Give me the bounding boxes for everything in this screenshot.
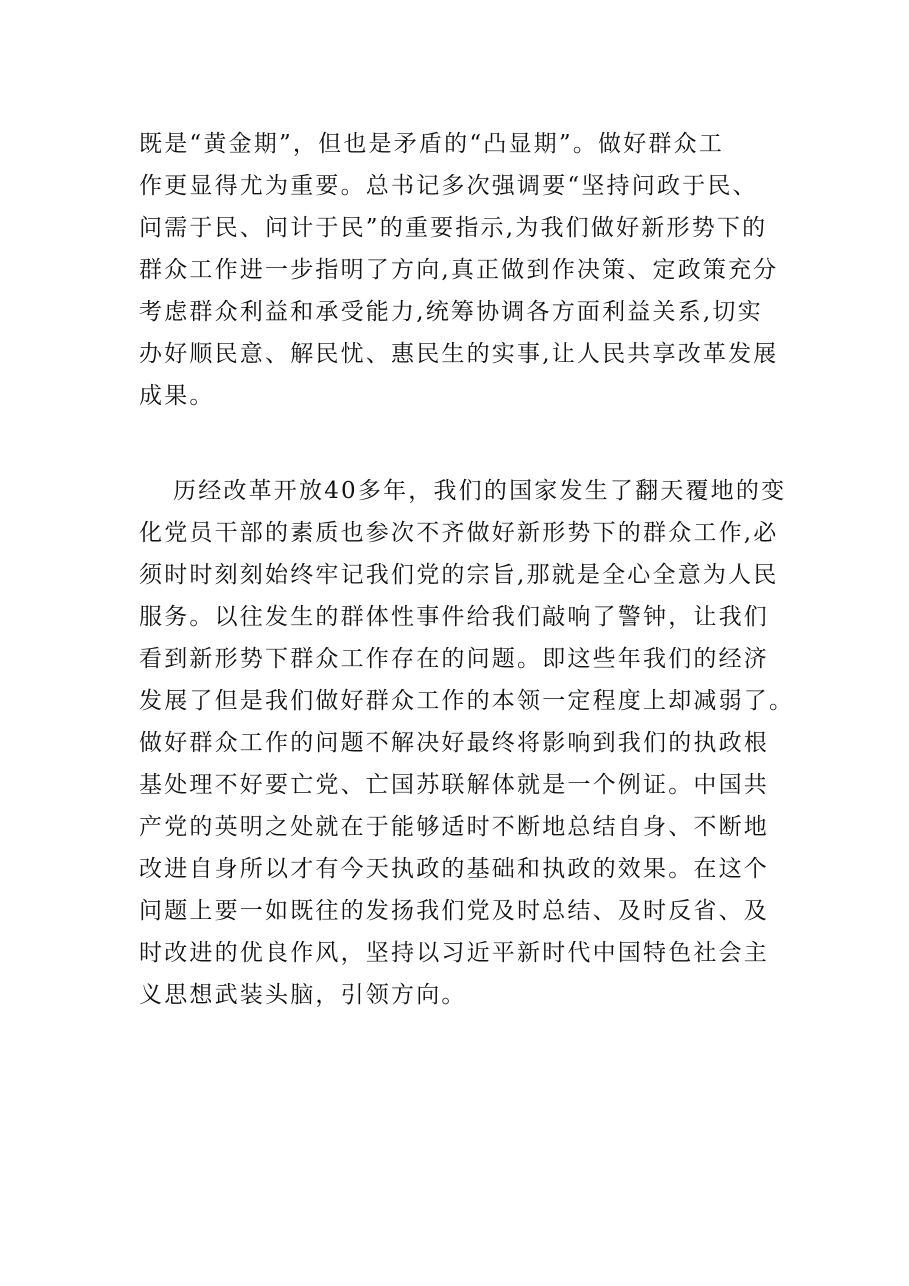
paragraph-2-line-7: 做好群众工作的问题不解决好最终将影响到我们的执政根 [139,730,769,756]
paragraph-1-line-7: 成果。 [139,383,215,409]
paragraph-2-line-14 [139,1017,779,1057]
paragraph-2-line-2: 化党员干部的素质也参次不齐做好新形势下的群众工作,必 [139,520,779,546]
paragraph-2-line-11: 问题上要一如既往的发扬我们党及时总结、及时反省、及 [139,898,769,924]
paragraph-1-line-5: 考虑群众利益和承受能力,统筹协调各方面利益关系,切实 [139,299,763,325]
paragraph-1-line-1: 既是“黄金期”，但也是矛盾的“凸显期”。做好群众工 [139,131,725,157]
paragraph-2-line-3: 须时时刻刻始终牢记我们党的宗旨,那就是全心全意为人民 [139,562,779,588]
paragraph-1-line-2: 作更显得尤为重要。总书记多次强调要“坚持问政于民、 [139,173,758,199]
paragraph-2-line-10: 改进自身所以才有今天执政的基础和执政的效果。在这个 [139,856,769,882]
paragraph-1-line-3: 问需于民、问计于民”的重要指示,为我们做好新形势下的 [139,215,768,241]
paragraph-2-line-9: 产党的英明之处就在于能够适时不断地总结自身、不断地 [139,814,769,840]
paragraph-1-line-4: 群众工作进一步指明了方向,真正做到作决策、定政策充分 [139,257,779,283]
paragraph-2-line-6: 发展了但是我们做好群众工作的本领一定程度上却减弱了。 [139,688,795,714]
paragraph-2-line-12: 时改进的优良作风，坚持以习近平新时代中国特色社会主 [139,940,769,966]
paragraph-2-line-13: 义思想武装头脑，引领方向。 [139,982,467,1008]
paragraph-1-line-6: 办好顺民意、解民忧、惠民生的实事,让人民共享改革发展 [139,341,779,367]
paragraph-2-line-1: 历经改革开放40多年，我们的国家发生了翻天覆地的变 [173,478,787,504]
paragraph-2-line-5: 看到新形势下群众工作存在的问题。即这些年我们的经济 [139,646,769,672]
paragraph-2-line-4: 服务。以往发生的群体性事件给我们敲响了警钟，让我们 [139,604,769,630]
paragraph-2-line-8: 基处理不好要亡党、亡国苏联解体就是一个例证。中国共 [139,772,769,798]
